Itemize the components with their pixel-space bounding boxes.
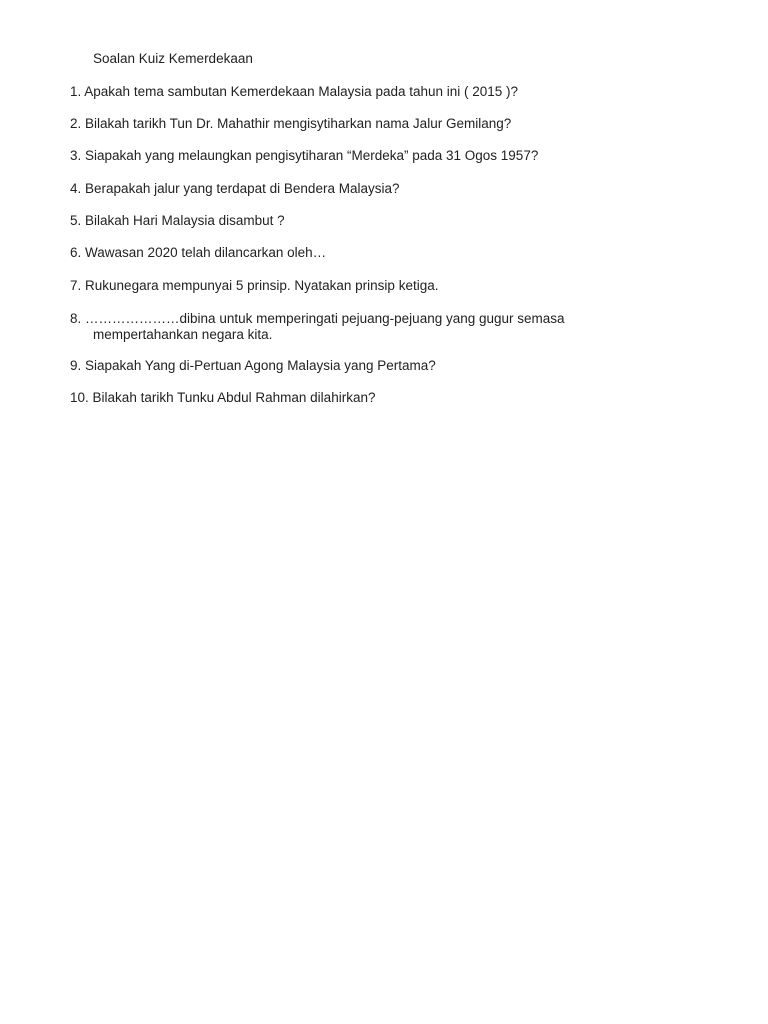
question-10 (70, 390, 375, 406)
question-7 (70, 278, 438, 294)
question-text: …………………dibina untuk memperingati pejuang-pejuang yang gugur semasa (85, 311, 565, 326)
question-text: Bilakah tarikh Tun Dr. Mahathir mengisytiharkan nama Jalur Gemilang? (85, 116, 512, 131)
question-number: 4. (70, 181, 82, 196)
question-1 (70, 84, 518, 100)
question-number: 3. (70, 148, 82, 163)
question-text: Wawasan 2020 telah dilancarkan oleh… (85, 245, 327, 260)
question-9 (70, 358, 436, 374)
question-number: 10. (70, 390, 89, 405)
question-number: 1. (70, 84, 82, 99)
question-number: 8. (70, 311, 82, 326)
question-number: 6. (70, 245, 82, 260)
question-text: Siapakah Yang di-Pertuan Agong Malaysia yang Pertama? (85, 358, 436, 373)
question-text: Siapakah yang melaungkan pengisytiharan “Merdeka” pada 31 Ogos 1957? (85, 148, 539, 163)
question-number: 2. (70, 116, 82, 131)
question-text: Bilakah tarikh Tunku Abdul Rahman dilahirkan? (92, 390, 376, 405)
document-title: Soalan Kuiz Kemerdekaan (93, 51, 253, 66)
question-4 (70, 181, 399, 197)
question-3 (70, 148, 538, 164)
question-2 (70, 116, 511, 132)
question-number: 7. (70, 278, 82, 293)
question-text: Apakah tema sambutan Kemerdekaan Malaysia pada tahun ini ( 2015 )? (84, 84, 519, 99)
question-text: Bilakah Hari Malaysia disambut ? (85, 213, 285, 228)
question-5 (70, 213, 285, 229)
question-text: Rukunegara mempunyai 5 prinsip. Nyatakan prinsip ketiga. (85, 278, 439, 293)
question-text: Berapakah jalur yang terdapat di Bendera Malaysia? (85, 181, 400, 196)
question-8 (70, 311, 565, 343)
question-number: 9. (70, 358, 82, 373)
question-number: 5. (70, 213, 82, 228)
question-6 (70, 245, 326, 261)
question-text-continuation: mempertahankan negara kita. (93, 327, 273, 342)
